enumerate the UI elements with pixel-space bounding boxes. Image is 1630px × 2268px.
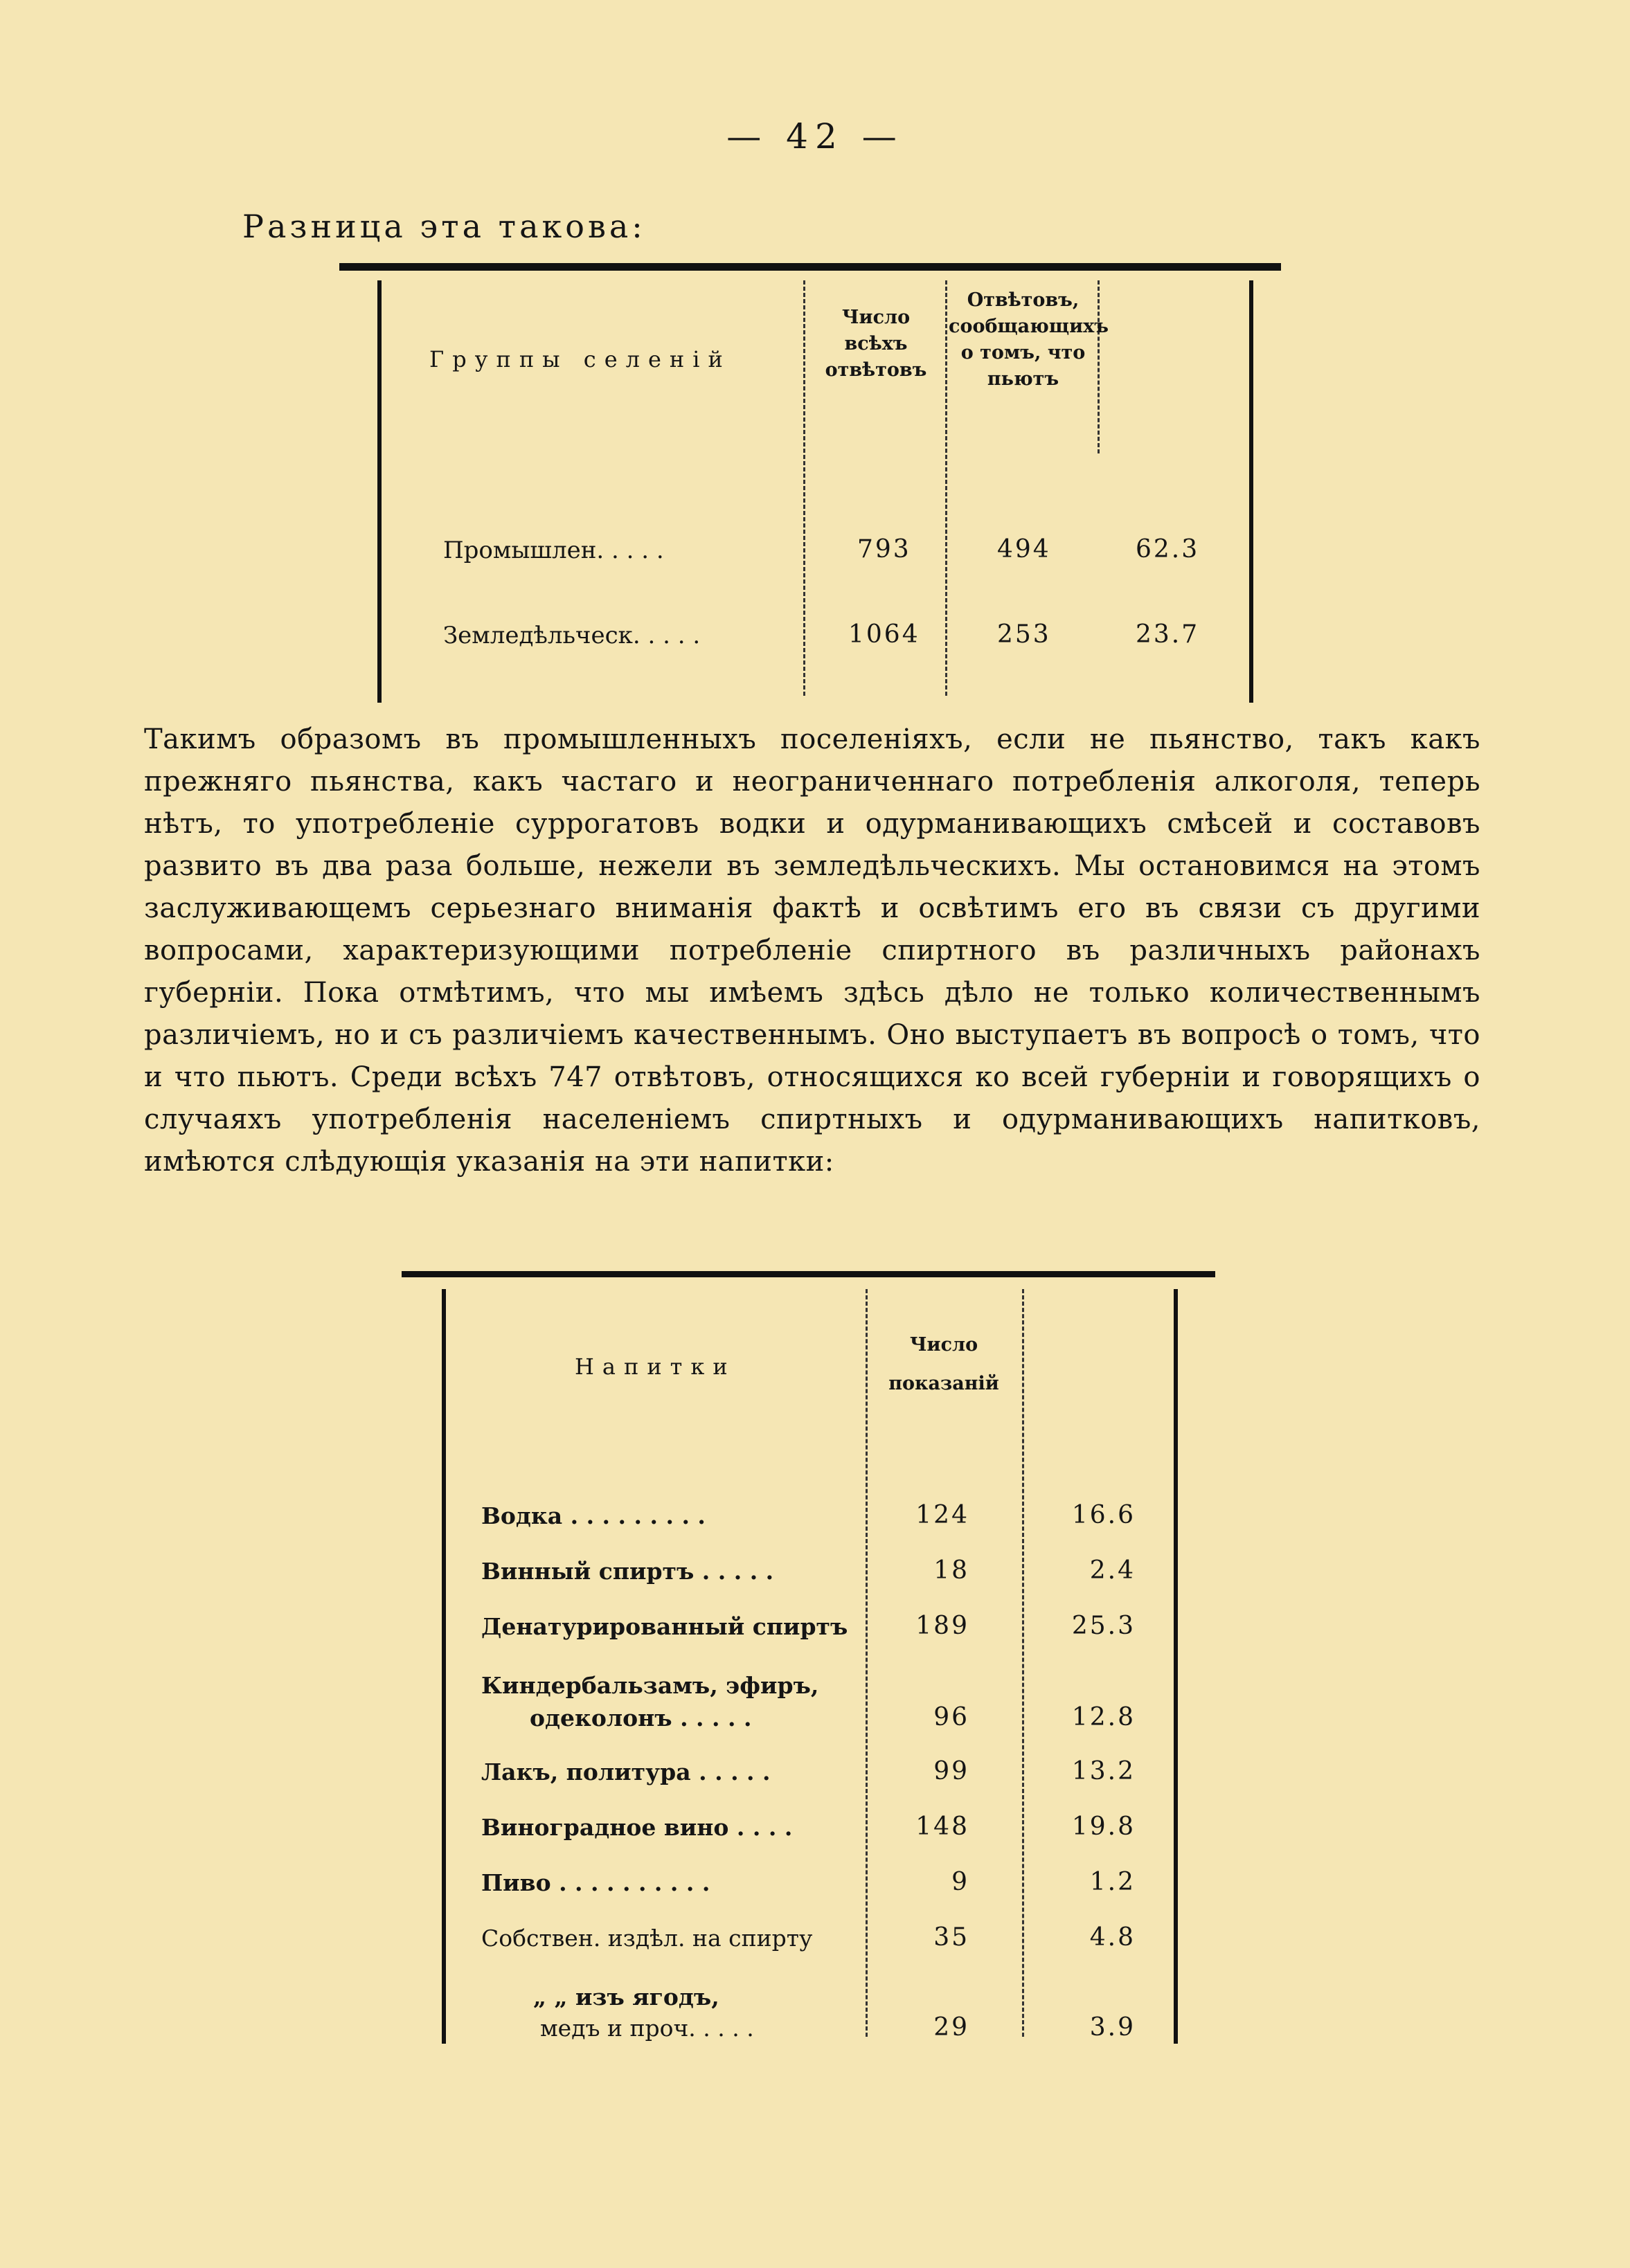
table-2-row-name-cont: одеколонъ . . . . . <box>530 1704 752 1731</box>
table-2-col-divider <box>1022 1289 1024 2037</box>
table-2-row-count: 189 <box>915 1612 969 1640</box>
table-2-col-divider <box>866 1289 868 2037</box>
table-1-col-divider <box>1098 280 1100 453</box>
table-2-header-drinks: Напитки <box>575 1353 736 1380</box>
table-1-col-divider <box>803 280 805 696</box>
table-2-row-name: „ „ изъ ягодъ, <box>533 1983 719 2010</box>
table-2-row-pct: 13.2 <box>1071 1757 1136 1785</box>
table-2-right-border <box>1174 1289 1178 2044</box>
table-2-row-name: Лакъ, политура . . . . . <box>481 1758 771 1785</box>
table-2-row-count: 96 <box>933 1703 969 1731</box>
table-2-top-rule <box>402 1271 1215 1277</box>
table-2-row-name-cont: медъ и проч. . . . . <box>540 2015 754 2042</box>
table-2-row-name: Виноградное вино . . . . <box>481 1814 793 1841</box>
table-2-row-count: 99 <box>933 1757 969 1785</box>
table-2-row-pct: 16.6 <box>1071 1501 1136 1529</box>
table-1-row-reports: 494 <box>997 535 1051 564</box>
table-2-row-pct: 12.8 <box>1071 1703 1136 1731</box>
table-2-row-name: Денатурированный спиртъ <box>481 1613 848 1640</box>
table-1-row-reports: 253 <box>997 620 1051 649</box>
table-2-row-count: 124 <box>915 1501 969 1529</box>
table-2-row-pct: 4.8 <box>1089 1923 1136 1952</box>
table-2-row-pct: 1.2 <box>1089 1868 1136 1896</box>
table-1-top-rule <box>339 263 1281 271</box>
table-1-right-border <box>1249 280 1253 703</box>
table-1-header-group: Группы селеній <box>429 346 731 372</box>
page-number: — 42 — <box>726 116 904 156</box>
table-1-row-name: Промышлен. . . . . <box>443 537 664 564</box>
table-1-header-total: Число всѣхъ отвѣтовъ <box>825 307 927 381</box>
table-1-col-divider <box>945 280 947 696</box>
table-1-left-border <box>377 280 382 703</box>
table-1-row-total: 793 <box>857 535 911 564</box>
table-1-row-total: 1064 <box>848 620 920 649</box>
table-1-row-pct: 23.7 <box>1136 620 1200 649</box>
table-2-left-border <box>442 1289 446 2044</box>
table-2-row-count: 148 <box>915 1812 969 1841</box>
table-1-row-name: Земледѣльческ. . . . . <box>443 622 701 649</box>
table-1-header-reports: Отвѣтовъ, сообщающихъ о томъ, что пьютъ <box>949 289 1109 390</box>
table-2-row-name: Пиво . . . . . . . . . . <box>481 1869 710 1896</box>
table-2-row-name: Собствен. издѣл. на спирту <box>481 1925 813 1952</box>
table-2-row-pct: 19.8 <box>1071 1812 1136 1841</box>
table-2-row-count: 18 <box>933 1556 969 1585</box>
table-2-row-name: Киндербальзамъ, эфиръ, <box>481 1672 819 1699</box>
table-2-header-count: Число показаній <box>888 1334 999 1394</box>
table-2-row-pct: 25.3 <box>1071 1612 1136 1640</box>
table-2-row-count: 29 <box>933 2013 969 2042</box>
table-2-row-name: Винный спиртъ . . . . . <box>481 1558 774 1585</box>
table-2-row-count: 9 <box>951 1868 969 1896</box>
table-2-row-pct: 2.4 <box>1089 1556 1136 1585</box>
table-1-row-pct: 62.3 <box>1136 535 1200 564</box>
table-2-row-pct: 3.9 <box>1089 2013 1136 2042</box>
table-2-row-name: Водка . . . . . . . . . <box>481 1502 706 1529</box>
intro-text: Разница эта такова: <box>242 208 646 245</box>
table-2-row-count: 35 <box>933 1923 969 1952</box>
body-paragraph: Такимъ образомъ въ промышленныхъ поселеніяхъ, если не пьянство, такъ какъ прежняго пьянства, какъ частаго и неограниченнаго потребленія алкоголя, теперь нѣтъ, то употребленіе суррогатовъ водки и одурманивающихъ смѣсей и составовъ развито въ два раза больше, нежели въ земледѣльческихъ. Мы остановимся на этомъ заслуживающемъ серьезнаго вниманія фактѣ и освѣтимъ его въ связи съ другими вопросами, характеризующими потребленіе спиртного въ различныхъ районахъ губерніи. Пока отмѣтимъ, что мы имѣемъ здѣсь дѣло не только количественнымъ различіемъ, но и съ различіемъ качественнымъ. Оно выступаетъ въ вопросѣ о томъ, что и что пьютъ. Среди всѣхъ 747 отвѣтовъ, относящихся ко всей губерніи и говорящихъ о случаяхъ употребленія населеніемъ спиртныхъ и одурманивающихъ напитковъ, имѣются слѣдующія указанія на эти напитки: <box>144 723 1480 1178</box>
